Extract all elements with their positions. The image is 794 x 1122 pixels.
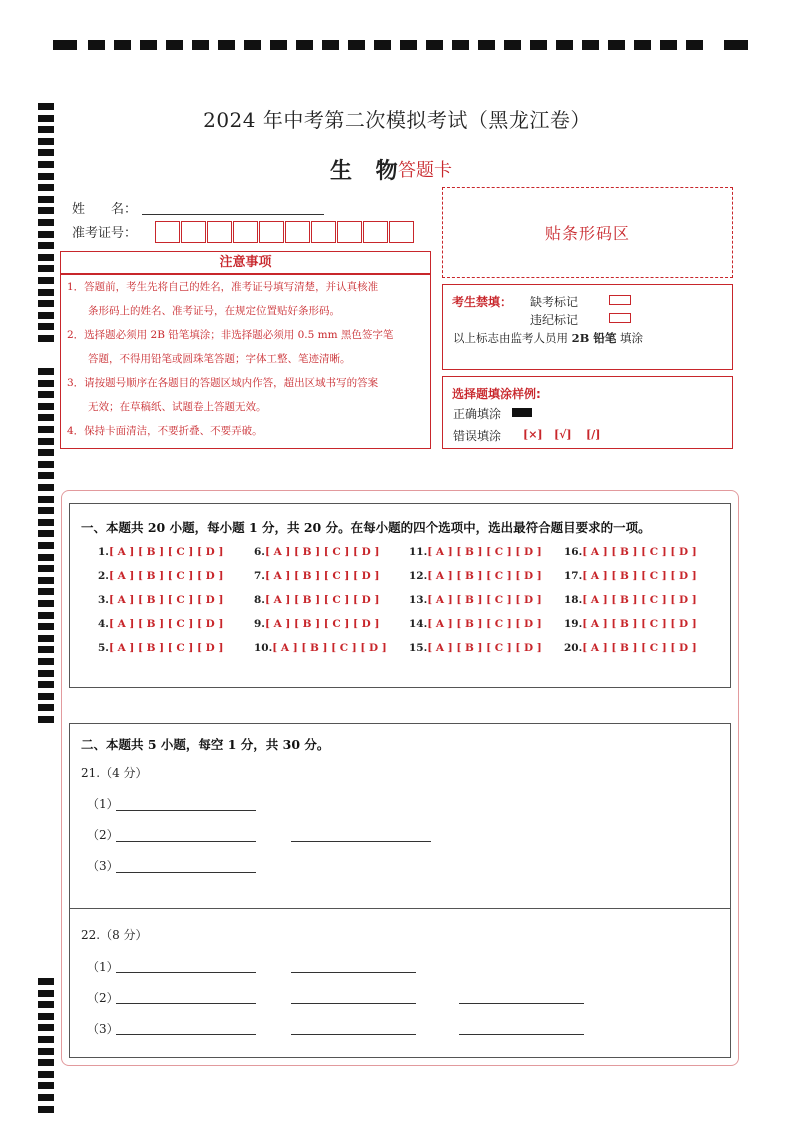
timing-mark [38, 565, 54, 572]
timing-mark [38, 1082, 54, 1089]
mc-options[interactable]: [ A ] [ B ] [ C ] [ D ] [264, 546, 380, 558]
timing-mark [38, 646, 54, 653]
timing-mark [38, 196, 54, 203]
name-label: 姓 名： [72, 202, 138, 217]
mc-question-number: 19. [564, 618, 583, 630]
q22-part-2-blank-3[interactable] [459, 1003, 584, 1004]
wrong-fill-sample-slash: [/] [586, 428, 601, 441]
timing-mark [38, 1048, 54, 1055]
mc-question-1[interactable] [98, 546, 223, 558]
timing-mark [38, 461, 54, 468]
mc-question-19[interactable] [564, 618, 697, 630]
mc-question-number: 3. [98, 594, 109, 606]
timing-mark [38, 161, 54, 168]
mc-options[interactable]: [ A ] [ B ] [ C ] [ D ] [582, 594, 697, 606]
mc-options[interactable]: [ A ] [ B ] [ C ] [ D ] [264, 618, 380, 630]
q22-part-2-blank-2[interactable] [291, 1003, 416, 1004]
timing-mark [38, 335, 54, 342]
mc-options[interactable]: [ A ] [ B ] [ C ] [ D ] [108, 594, 224, 606]
timing-mark [38, 184, 54, 191]
timing-mark [38, 542, 54, 549]
timing-mark [38, 484, 54, 491]
mc-question-11[interactable] [409, 546, 542, 558]
timing-mark [38, 231, 54, 238]
wrong-fill-sample-check: [√] [554, 428, 572, 441]
timing-mark [634, 40, 651, 50]
exam-id-digit-box[interactable] [181, 221, 206, 243]
timing-mark [38, 600, 54, 607]
q21-part-2-blank-2[interactable] [291, 841, 431, 842]
mc-options[interactable]: [ A ] [ B ] [ C ] [ D ] [427, 642, 542, 654]
examiner-note-bold: 2B 铅笔 [571, 331, 617, 345]
mc-question-13[interactable] [409, 594, 542, 606]
q22-part-1-blank-2[interactable] [291, 972, 416, 973]
mc-question-number: 1. [98, 546, 109, 558]
timing-mark [38, 507, 54, 514]
mc-options[interactable]: [ A ] [ B ] [ C ] [ D ] [427, 594, 542, 606]
notice-line: 条形码上的姓名、准考证号，在规定位置贴好条形码。 [67, 305, 340, 317]
notice-line: 3．请按题号顺序在各题目的答题区域内作答，超出区域书写的答案 [67, 377, 379, 389]
q22-part-1-blank-1[interactable] [116, 972, 256, 973]
mc-question-4[interactable] [98, 618, 223, 630]
timing-mark [38, 681, 54, 688]
timing-mark [38, 496, 54, 503]
timing-mark [114, 40, 131, 50]
question-21-label: 21.（4 分） [81, 766, 148, 780]
fill-sample-box [442, 376, 733, 449]
mc-question-2[interactable] [98, 570, 223, 582]
timing-mark [38, 1036, 54, 1043]
timing-mark [530, 40, 547, 50]
mc-options[interactable]: [ A ] [ B ] [ C ] [ D ] [108, 546, 224, 558]
mc-question-10[interactable] [254, 642, 387, 654]
exam-id-digit-box[interactable] [363, 221, 388, 243]
timing-mark [38, 173, 54, 180]
mc-options[interactable]: [ A ] [ B ] [ C ] [ D ] [264, 594, 380, 606]
timing-mark [322, 40, 339, 50]
mc-question-number: 2. [98, 570, 109, 582]
timing-mark [38, 391, 54, 398]
mc-question-number: 10. [254, 642, 273, 654]
exam-id-digit-box[interactable] [389, 221, 414, 243]
timing-mark [38, 138, 54, 145]
mc-options[interactable]: [ A ] [ B ] [ C ] [ D ] [272, 642, 387, 654]
answer-card-label: 答题卡 [398, 160, 452, 181]
violation-label: 违纪标记 [530, 313, 579, 327]
timing-mark [38, 658, 54, 665]
q22-part-2-label: （2） [87, 991, 119, 1005]
mc-question-5[interactable] [98, 642, 223, 654]
mc-options[interactable]: [ A ] [ B ] [ C ] [ D ] [427, 546, 542, 558]
timing-mark [38, 277, 54, 284]
mc-options[interactable]: [ A ] [ B ] [ C ] [ D ] [582, 642, 697, 654]
mc-question-18[interactable] [564, 594, 697, 606]
timing-mark [38, 623, 54, 630]
timing-mark [38, 403, 54, 410]
notice-line: 4．保持卡面清洁，不要折叠、不要弄破。 [67, 425, 263, 437]
timing-mark [38, 380, 54, 387]
mc-options[interactable]: [ A ] [ B ] [ C ] [ D ] [264, 570, 380, 582]
timing-mark [53, 40, 77, 50]
exam-id-digit-box[interactable] [337, 221, 362, 243]
timing-mark [38, 449, 54, 456]
mc-options[interactable]: [ A ] [ B ] [ C ] [ D ] [427, 618, 542, 630]
examiner-only-title: 考生禁填： [452, 295, 513, 309]
mc-question-number: 16. [564, 546, 583, 558]
barcode-area [442, 187, 733, 278]
timing-mark [426, 40, 443, 50]
mc-question-14[interactable] [409, 618, 542, 630]
timing-mark [38, 519, 54, 526]
timing-mark [38, 1024, 54, 1031]
timing-mark [374, 40, 391, 50]
id-label: 准考证号： [72, 226, 138, 241]
timing-mark [38, 289, 54, 296]
timing-mark [724, 40, 748, 50]
q21-part-2-blank-1[interactable] [116, 841, 256, 842]
timing-mark [400, 40, 417, 50]
mc-options[interactable]: [ A ] [ B ] [ C ] [ D ] [427, 570, 542, 582]
timing-mark [38, 1094, 54, 1101]
mc-question-3[interactable] [98, 594, 223, 606]
q22-part-3-blank-1[interactable] [116, 1034, 256, 1035]
subject-name: 生 物 [330, 158, 406, 184]
timing-mark [38, 670, 54, 677]
exam-id-digit-box[interactable] [311, 221, 336, 243]
mc-question-number: 12. [409, 570, 428, 582]
q21-part-3-label: （3） [87, 859, 119, 873]
question-22-box [69, 908, 731, 1058]
timing-mark [38, 1071, 54, 1078]
timing-mark [38, 588, 54, 595]
q22-part-3-blank-3[interactable] [459, 1034, 584, 1035]
timing-mark [38, 1106, 54, 1113]
exam-id-digit-box[interactable] [259, 221, 284, 243]
timing-mark [244, 40, 261, 50]
mc-question-number: 8. [254, 594, 265, 606]
wrong-fill-sample-x: [×] [523, 428, 543, 441]
mc-options[interactable]: [ A ] [ B ] [ C ] [ D ] [582, 570, 697, 582]
timing-mark [38, 312, 54, 319]
timing-mark [478, 40, 495, 50]
question-22-label: 22.（8 分） [81, 928, 148, 942]
timing-mark [38, 1001, 54, 1008]
timing-mark [582, 40, 599, 50]
mc-question-number: 9. [254, 618, 265, 630]
mc-question-number: 11. [409, 546, 428, 558]
timing-mark [38, 242, 54, 249]
mc-question-number: 18. [564, 594, 583, 606]
timing-mark [38, 414, 54, 421]
mc-question-16[interactable] [564, 546, 697, 558]
exam-id-boxes[interactable] [155, 221, 414, 243]
notice-box [60, 274, 431, 449]
fill-sample-title: 选择题填涂样例: [452, 387, 541, 401]
mc-question-number: 17. [564, 570, 583, 582]
timing-mark [270, 40, 287, 50]
examiner-note-post: 填涂 [620, 331, 644, 345]
timing-mark [38, 554, 54, 561]
notice-line: 答题，不得用铅笔或圆珠笔答题；字体工整、笔迹清晰。 [67, 353, 351, 365]
correct-fill-sample [512, 408, 532, 417]
timing-mark [38, 635, 54, 642]
notice-line: 2．选择题必须用 2B 铅笔填涂；非选择题必须用 0.5 mm 黑色签字笔 [67, 329, 394, 341]
mc-question-number: 13. [409, 594, 428, 606]
mc-question-7[interactable] [254, 570, 379, 582]
mc-question-15[interactable] [409, 642, 542, 654]
timing-mark [38, 990, 54, 997]
examiner-note [453, 330, 643, 346]
notice-line: 1．答题前，考生先将自己的姓名，准考证号填写清楚，并认真核准 [67, 281, 379, 293]
mc-options[interactable]: [ A ] [ B ] [ C ] [ D ] [582, 618, 697, 630]
timing-mark [38, 265, 54, 272]
multiple-choice-section [69, 503, 731, 688]
notice-line: 无效；在草稿纸、试题卷上答题无效。 [67, 401, 267, 413]
q21-part-2-label: （2） [87, 828, 119, 842]
timing-mark [38, 438, 54, 445]
correct-fill-label: 正确填涂 [453, 407, 502, 421]
mc-options[interactable]: [ A ] [ B ] [ C ] [ D ] [582, 546, 697, 558]
timing-mark [38, 300, 54, 307]
timing-mark [556, 40, 573, 50]
timing-mark [38, 704, 54, 711]
timing-mark [38, 426, 54, 433]
timing-mark [218, 40, 235, 50]
timing-mark [192, 40, 209, 50]
exam-id-digit-box[interactable] [207, 221, 232, 243]
mc-question-number: 14. [409, 618, 428, 630]
timing-mark [660, 40, 677, 50]
mc-question-number: 7. [254, 570, 265, 582]
mc-question-17[interactable] [564, 570, 697, 582]
timing-mark [88, 40, 105, 50]
timing-mark [686, 40, 703, 50]
q21-part-3-blank[interactable] [116, 872, 256, 873]
examiner-only-box [442, 284, 733, 370]
mc-question-8[interactable] [254, 594, 379, 606]
name-field[interactable] [142, 214, 324, 215]
timing-mark [504, 40, 521, 50]
timing-mark [38, 323, 54, 330]
timing-mark [38, 1059, 54, 1066]
mc-options[interactable]: [ A ] [ B ] [ C ] [ D ] [108, 642, 224, 654]
timing-mark [38, 693, 54, 700]
timing-mark [38, 219, 54, 226]
violation-mark-box[interactable] [609, 313, 631, 323]
timing-mark [38, 716, 54, 723]
examiner-note-pre: 以上标志由监考人员用 [453, 331, 568, 345]
q22-part-3-label: （3） [87, 1022, 119, 1036]
mc-question-20[interactable] [564, 642, 697, 654]
mc-question-number: 20. [564, 642, 583, 654]
timing-mark [38, 368, 54, 375]
barcode-label: 贴条形码区 [544, 224, 630, 243]
timing-mark [38, 149, 54, 156]
mc-question-12[interactable] [409, 570, 542, 582]
timing-mark [140, 40, 157, 50]
timing-mark [296, 40, 313, 50]
mc-question-6[interactable] [254, 546, 379, 558]
timing-mark [38, 1013, 54, 1020]
timing-mark [348, 40, 365, 50]
mc-question-number: 5. [98, 642, 109, 654]
timing-mark [38, 612, 54, 619]
question-21-box [69, 723, 731, 909]
timing-mark [452, 40, 469, 50]
q22-part-3-blank-2[interactable] [291, 1034, 416, 1035]
notice-title: 注意事项 [60, 251, 431, 274]
timing-mark [38, 530, 54, 537]
mc-options[interactable]: [ A ] [ B ] [ C ] [ D ] [108, 570, 224, 582]
q21-part-1-blank[interactable] [116, 810, 256, 811]
wrong-fill-label: 错误填涂 [453, 429, 502, 443]
section2-title: 二、本题共 5 小题，每空 1 分，共 30 分。 [81, 737, 330, 752]
absent-label: 缺考标记 [530, 295, 579, 309]
q21-part-1-label: （1） [87, 797, 119, 811]
exam-id-digit-box[interactable] [285, 221, 310, 243]
timing-mark [38, 472, 54, 479]
mc-question-number: 15. [409, 642, 428, 654]
mc-question-9[interactable] [254, 618, 379, 630]
q22-part-1-label: （1） [87, 960, 119, 974]
section1-title: 一、本题共 20 小题，每小题 1 分，共 20 分。在每小题的四个选项中，选出最符合题目要求的一项。 [81, 520, 651, 535]
mc-options[interactable]: [ A ] [ B ] [ C ] [ D ] [108, 618, 224, 630]
q22-part-2-blank-1[interactable] [116, 1003, 256, 1004]
exam-title: 2024 年中考第二次模拟考试（黑龙江卷） [203, 108, 591, 132]
timing-mark [38, 978, 54, 985]
timing-mark [38, 207, 54, 214]
timing-mark [38, 577, 54, 584]
mc-question-number: 6. [254, 546, 265, 558]
exam-id-digit-box[interactable] [233, 221, 258, 243]
mc-question-number: 4. [98, 618, 109, 630]
timing-mark [608, 40, 625, 50]
absent-mark-box[interactable] [609, 295, 631, 305]
timing-mark [38, 254, 54, 261]
timing-mark [166, 40, 183, 50]
exam-id-digit-box[interactable] [155, 221, 180, 243]
